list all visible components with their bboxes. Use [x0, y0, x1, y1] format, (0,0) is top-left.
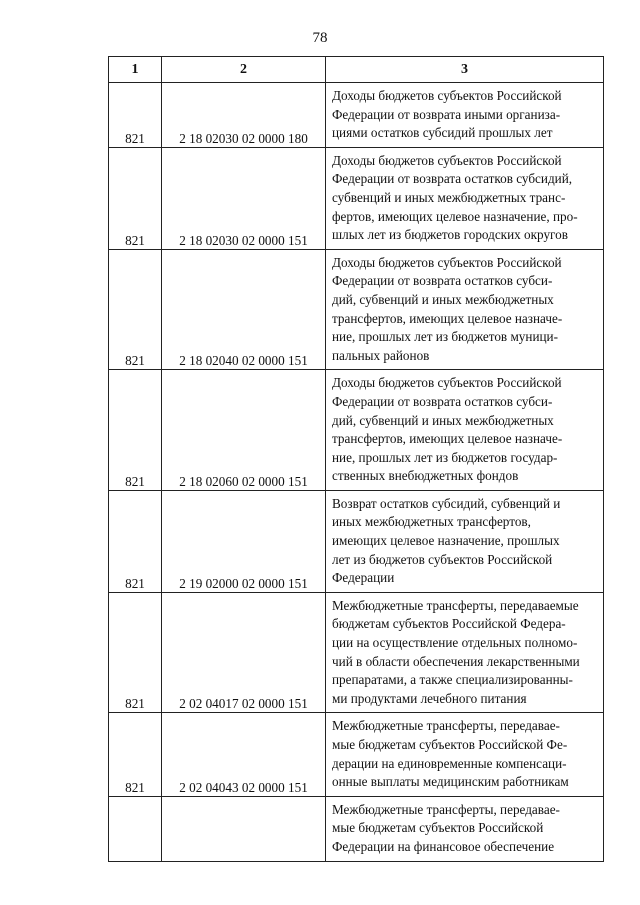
table-row: [109, 83, 604, 148]
description-line: шлых лет из бюджетов городских округов: [332, 227, 568, 243]
description-line: мые бюджетам субъектов Российской: [332, 820, 544, 836]
description-line: имеющих целевое назначение, прошлых: [332, 533, 560, 549]
description-line: Федерации на финансовое обеспечение: [332, 838, 555, 854]
description-line: дий, субвенций и иных межбюджетных: [332, 291, 554, 307]
description-line: чий в области обеспечения лекарственными: [332, 653, 580, 669]
description-text: [326, 713, 603, 795]
column-header-3: 3: [326, 57, 604, 83]
description-line: Межбюджетные трансферты, передаваемые: [332, 597, 579, 613]
page-number: 78: [312, 30, 328, 46]
budget-classification-code-cell: 2 19 02000 02 0000 151: [162, 490, 326, 592]
budget-classification-code-cell: 2 18 02060 02 0000 151: [162, 370, 326, 491]
description-cell: [326, 490, 604, 592]
budget-classification-code-cell: 2 18 02040 02 0000 151: [162, 249, 326, 370]
description-line: Федерации от возврата иными организа-: [332, 106, 561, 122]
description-line: Межбюджетные трансферты, передавае-: [332, 718, 560, 734]
description-line: Доходы бюджетов субъектов Российской: [332, 88, 562, 103]
admin-code-cell: 821: [109, 147, 162, 249]
description-line: дерации на единовременные компенсаци-: [332, 755, 567, 771]
budget-classification-code-cell: 2 02 04017 02 0000 151: [162, 592, 326, 713]
description-line: пальных районов: [332, 347, 430, 363]
description-line: ние, прошлых лет из бюджетов муници-: [332, 329, 559, 345]
description-text: [326, 83, 603, 147]
description-line: иных межбюджетных трансфертов,: [332, 514, 531, 530]
description-line: Федерации от возврата остатков субси-: [332, 393, 553, 409]
description-line: трансфертов, имеющих целевое назначе-: [332, 431, 563, 447]
table-row: [109, 249, 604, 370]
description-line: Федерации: [332, 570, 395, 586]
description-cell: [326, 713, 604, 796]
table-header-row: [109, 57, 604, 83]
table-row: [109, 713, 604, 796]
description-line: Федерации от возврата остатков субсидий,: [332, 171, 573, 187]
admin-code-cell: 821: [109, 370, 162, 491]
admin-code-cell: 821: [109, 83, 162, 148]
admin-code-cell: 821: [109, 592, 162, 713]
description-text: [326, 797, 603, 861]
description-line: бюджетам субъектов Российской Федера-: [332, 616, 566, 632]
description-line: мые бюджетам субъектов Российской Фе-: [332, 737, 568, 752]
budget-classification-code-cell: 2 18 02030 02 0000 180: [162, 83, 326, 148]
description-line: трансфертов, имеющих целевое назначе-: [332, 310, 563, 326]
description-line: Доходы бюджетов субъектов Российской: [332, 152, 562, 168]
description-line: Межбюджетные трансферты, передавае-: [332, 801, 560, 817]
description-line: фертов, имеющих целевое назначение, про-: [332, 208, 578, 224]
description-text: [326, 491, 603, 592]
table-row: [109, 147, 604, 249]
description-line: Возврат остатков субсидий, субвенций и: [332, 495, 561, 511]
admin-code-cell: [109, 796, 162, 861]
description-line: циями остатков субсидий прошлых лет: [332, 125, 553, 141]
table-row: [109, 592, 604, 713]
description-line: препаратами, а также специализированны-: [332, 672, 573, 688]
budget-classification-code-cell: [162, 796, 326, 861]
description-line: онные выплаты медицинским работникам: [332, 774, 569, 790]
description-line: Доходы бюджетов субъектов Российской: [332, 375, 562, 391]
description-text: [326, 250, 603, 370]
description-line: ми продуктами лечебного питания: [332, 690, 527, 706]
budget-classification-code-cell: 2 02 04043 02 0000 151: [162, 713, 326, 796]
table-row: [109, 370, 604, 491]
budget-classification-code-cell: 2 18 02030 02 0000 151: [162, 147, 326, 249]
column-header-2: 2: [162, 57, 326, 83]
admin-code-cell: 821: [109, 713, 162, 796]
description-line: ние, прошлых лет из бюджетов государ-: [332, 449, 558, 465]
description-line: субвенций и иных межбюджетных транс-: [332, 189, 566, 205]
admin-code-cell: 821: [109, 490, 162, 592]
description-line: ции на осуществление отдельных полномо-: [332, 635, 578, 651]
description-cell: [326, 592, 604, 713]
admin-code-cell: 821: [109, 249, 162, 370]
description-line: Доходы бюджетов субъектов Российской: [332, 254, 562, 270]
description-text: [326, 370, 603, 490]
description-line: Федерации от возврата остатков субси-: [332, 273, 553, 289]
description-cell: [326, 83, 604, 148]
description-cell: [326, 249, 604, 370]
budget-codes-table: [108, 56, 604, 862]
description-text: [326, 148, 603, 249]
description-cell: [326, 370, 604, 491]
column-header-1: 1: [109, 57, 162, 83]
description-line: ственных внебюджетных фондов: [332, 468, 519, 484]
description-cell: [326, 796, 604, 861]
description-line: лет из бюджетов субъектов Российской: [332, 551, 553, 567]
description-cell: [326, 147, 604, 249]
table-row: [109, 490, 604, 592]
description-text: [326, 593, 603, 713]
table-row: [109, 796, 604, 861]
description-line: дий, субвенций и иных межбюджетных: [332, 412, 554, 428]
